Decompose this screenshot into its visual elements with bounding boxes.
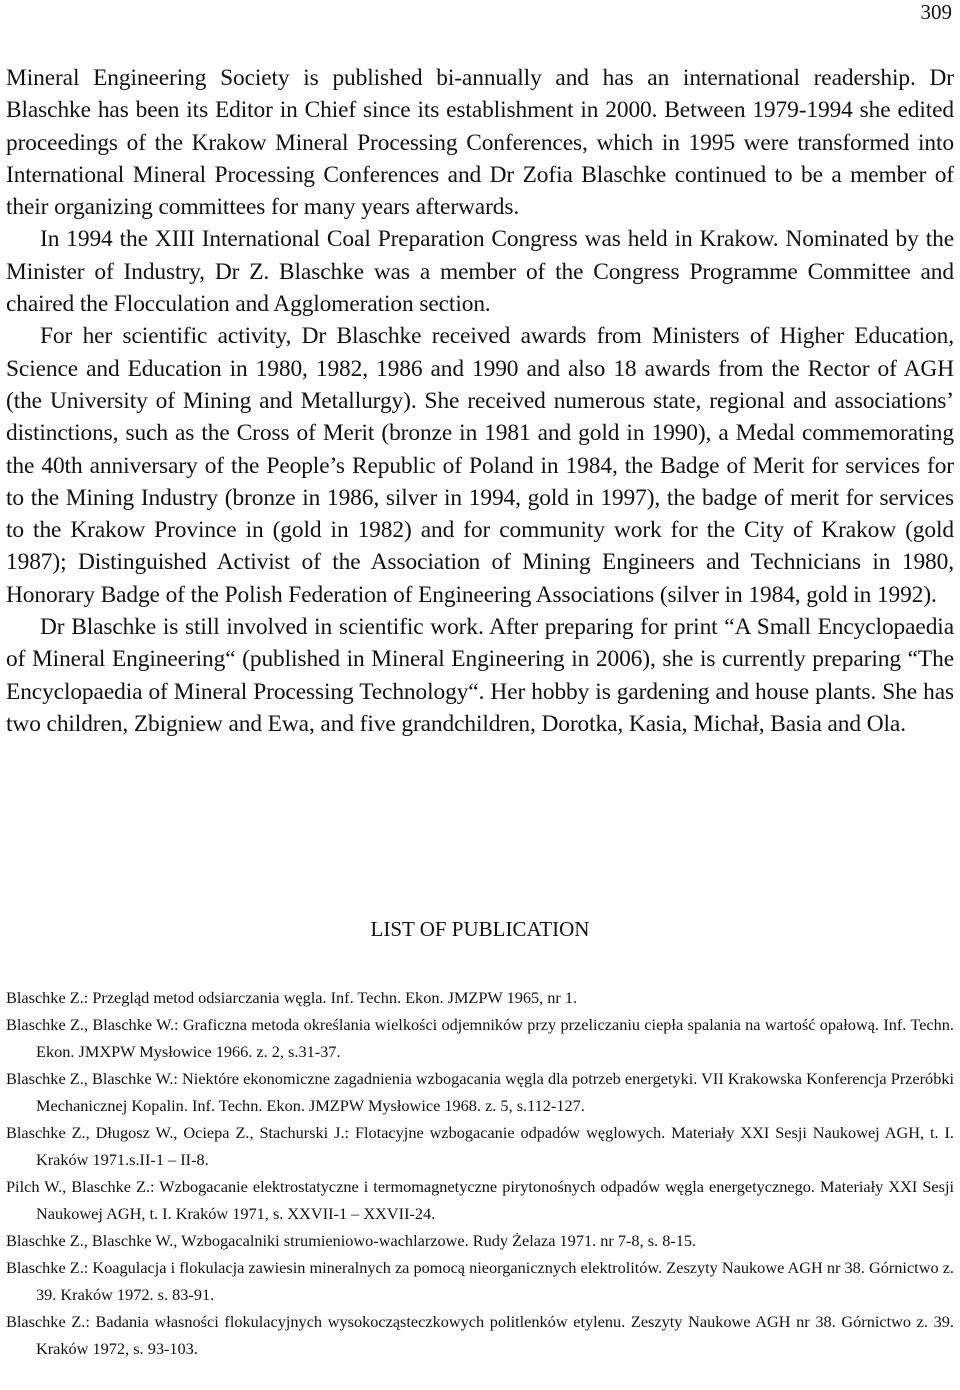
paragraph-current-work: Dr Blaschke is still involved in scientific work. After preparing for print “A Small Encyclopaedia of Mineral Engineering“ (published in Mineral Engineering in 2006), she is currently preparing “The Encyclopaedia of Mineral Processing Technology“. Her hobby is gardening and house plants. She has two children, Zbigniew and Ewa, and five grandchildren, Dorotka, Kasia, Michał, Basia and Ola. xyxy=(6,614,954,737)
page-number: 309 xyxy=(920,0,952,24)
publication-entry: Blaschke Z.: Przegląd metod odsiarczania węgla. Inf. Techn. Ekon. JMZPW 1965, nr 1. xyxy=(6,988,578,1007)
publication-entry: Blaschke Z.: Koagulacja i flokulacja zawiesin mineralnych za pomocą nieorganicznych elektrolitów. Zeszyty Naukowe AGH nr 38. Górnictwo z. 39. Kraków 1972. s. 83-91. xyxy=(6,1258,954,1304)
publication-entry: Blaschke Z., Blaschke W.: Niektóre ekonomiczne zagadnienia wzbogacania węgla dla potrzeb energetyki. VII Krakowska Konferencja Przeróbki Mechanicznej Kopalin. Inf. Techn. Ekon. JMZPW Mysłowice 1968. z. 5, s.112-127. xyxy=(6,1069,954,1115)
paragraph-congress: In 1994 the XIII International Coal Preparation Congress was held in Krakow. Nominated by the Minister of Industry, Dr Z. Blaschke was a member of the Congress Programme Committee and chaired the Flocculation and Agglomeration section. xyxy=(6,226,954,318)
publication-entry: Blaschke Z., Blaschke W., Wzbogacalniki strumieniowo-wachlarzowe. Rudy Żelaza 1971. nr 7-8, s. 8-15. xyxy=(6,1231,697,1250)
body-text xyxy=(6,62,954,740)
publication-list-heading: LIST OF PUBLICATION xyxy=(370,917,590,941)
paragraph-society: Mineral Engineering Society is published bi-annually and has an international readership. Dr Blaschke has been its Editor in Chief since its establishment in 2000. Between 1979-1994 she edited proceedings of the Krakow Mineral Processing Conferences, which in 1995 were transformed into International Mineral Processing Conferences and Dr Zofia Blaschke continued to be a member of their organizing committees for many years afterwards. xyxy=(6,65,954,221)
publication-list xyxy=(6,984,954,1362)
publication-entry: Pilch W., Blaschke Z.: Wzbogacanie elektrostatyczne i termomagnetyczne pirytonośnych odpadów węgla energetycznego. Materiały XXI Sesji Naukowej AGH, t. I. Kraków 1971, s. XXVII-1 – XXVII-24. xyxy=(6,1177,954,1223)
paragraph-awards: For her scientific activity, Dr Blaschke received awards from Ministers of Higher Education, Science and Education in 1980, 1982, 1986 and 1990 and also 18 awards from the Rector of AGH (the University of Mining and Metallurgy). She received numerous state, regional and associations’ distinctions, such as the Cross of Merit (bronze in 1981 and gold in 1990), a Medal commemorating the 40th anniversary of the People’s Republic of Poland in 1984, the Badge of Merit for services for to the Mining Industry (bronze in 1986, silver in 1994, gold in 1997), the badge of merit for services to the Krakow Province in (gold in 1982) and for community work for the City of Krakow (gold 1987); Distinguished Activist of the Association of Mining Engineers and Technicians in 1980, Honorary Badge of the Polish Federation of Engineering Associations (silver in 1984, gold in 1992). xyxy=(6,323,954,608)
publication-entry: Blaschke Z.: Badania własności flokulacyjnych wysokocząsteczkowych politlenków etylenu. Zeszyty Naukowe AGH nr 38. Górnictwo z. 39. Kraków 1972, s. 93-103. xyxy=(6,1312,954,1358)
publication-entry: Blaschke Z., Długosz W., Ociepa Z., Stachurski J.: Flotacyjne wzbogacanie odpadów węglowych. Materiały XXI Sesji Naukowej AGH, t. I. Kraków 1971.s.II-1 – II-8. xyxy=(6,1123,954,1169)
publication-entry: Blaschke Z., Blaschke W.: Graficzna metoda określania wielkości odjemników przy przeliczaniu ciepła spalania na wartość opałową. Inf. Techn. Ekon. JMXPW Mysłowice 1966. z. 2, s.31-37. xyxy=(6,1015,954,1061)
